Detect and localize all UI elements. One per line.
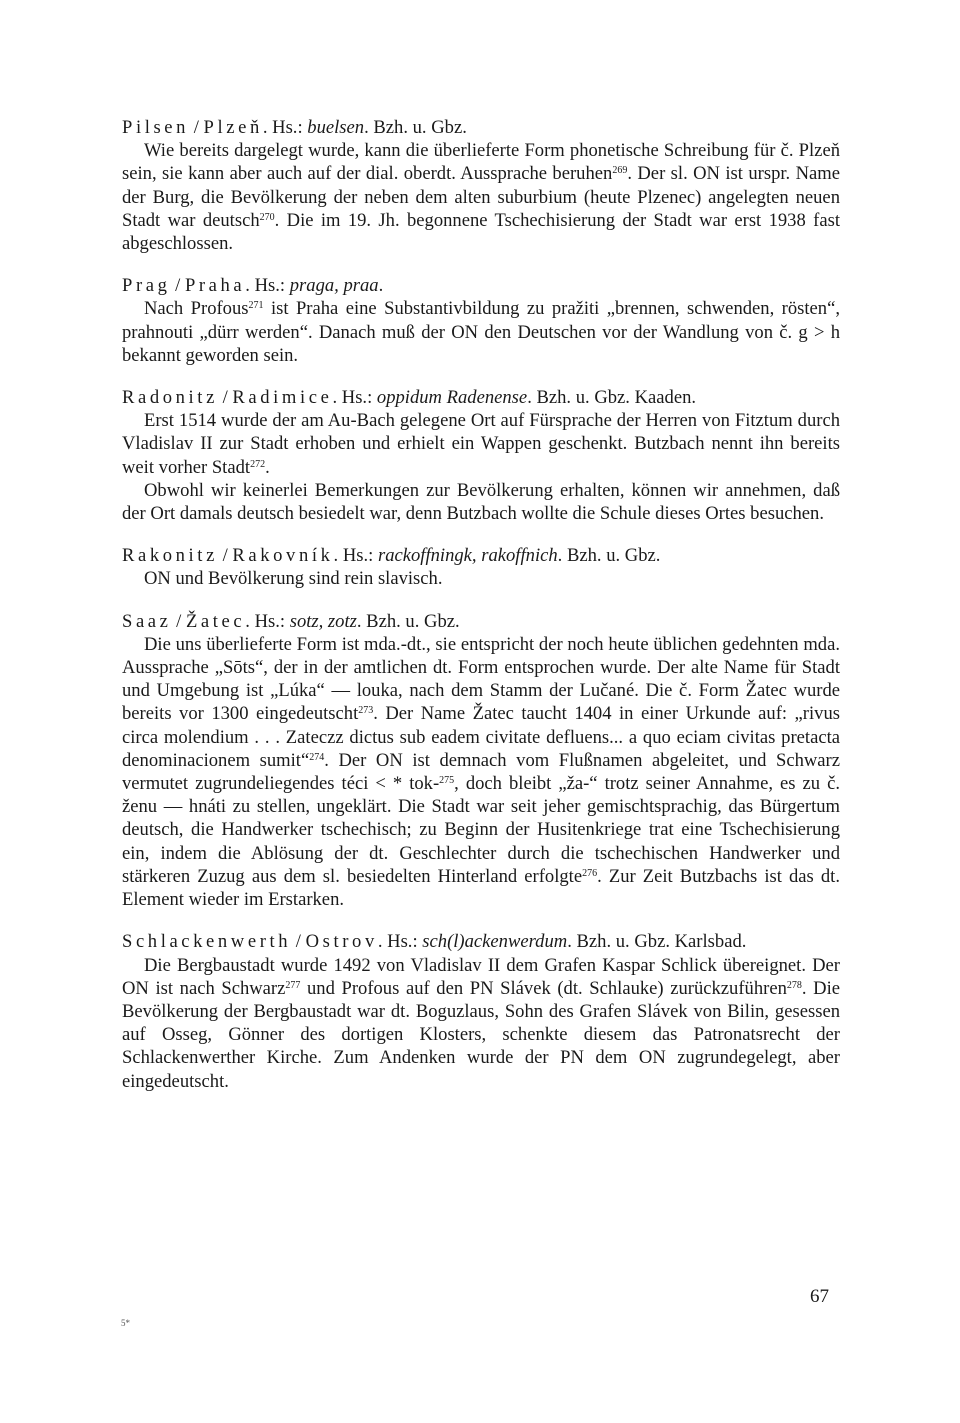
district-info: . Bzh. u. Gbz. bbox=[557, 545, 661, 567]
district-info: . Bzh. u. Gbz. bbox=[364, 117, 467, 138]
place-name: Rakonitz bbox=[122, 545, 218, 567]
text-run: , doch bleibt „ža-“ trotz seiner Annahme, es zu č. ženu — hnáti zu stellen, ungeklärt. Die Stadt war seit jeher gemischtsprachig, das Bürgertum deutsch, die Handwerker tschechisch; zu Beginn der Husitenkriege trat eine Tschechisierung ein, indem die Ablösung der dt. Geschlechter durch die tschechischen Handwerker und stärkeren Zuzug aus dem sl. besiedelten Hinterland erfolgte bbox=[122, 773, 840, 887]
text-run: . Der Name Žatec taucht 1404 in einer Urkunde auf: „rivus circa molendium . . . Zateczz dictus sub eadem civitate defluens... a quo eciam civitas pretacta denominacionem sumit“ bbox=[122, 703, 840, 771]
entry-radonitz bbox=[122, 386, 840, 525]
source-label: . Hs.: bbox=[245, 610, 290, 632]
name-separator: / bbox=[217, 545, 233, 567]
footnote-ref: 270 bbox=[259, 211, 275, 223]
place-name: Prag bbox=[122, 275, 171, 297]
text-run: Erst 1514 wurde der am Au-Bach gelegene Ort auf Fürsprache der Herren von Fitztum durch Vladislav II zur Stadt erhoben und erhielt ein Wappen geschenkt. Butzbach nennt ihn bereits weit vorher Stadt bbox=[122, 410, 840, 478]
text-run: . Der sl. ON ist urspr. Name der Burg, die Bevölkerung der neben dem alten suburbium (heute Plzenec) angelegten neuen Stadt war deutsch bbox=[122, 163, 840, 231]
entry-heading bbox=[122, 610, 840, 633]
entry-heading bbox=[122, 116, 840, 139]
text-run: Die uns überlieferte Form ist mda.-dt., sie entspricht der noch heute üblichen gedehnten mda. Aussprache „Sōts“, der in der amtlichen dt. Form entsprochen wurde. Der alte Name für Stadt und Umgebung ist „Lúka“ — louka, nach dem Stamm der Lučané. Die č. Form Žatec wurde bereits vor 1300 eingedeutscht bbox=[122, 633, 840, 725]
footnote-ref: 274 bbox=[309, 751, 325, 763]
footnote-ref: 276 bbox=[582, 867, 598, 879]
entry-saaz bbox=[122, 610, 840, 912]
footnote-ref: 275 bbox=[439, 775, 455, 787]
text-run: . Zur Zeit Butzbachs ist das dt. Element wieder im Erstarken. bbox=[122, 865, 840, 911]
source-label: . Hs.: bbox=[245, 275, 290, 297]
footnote-ref: 273 bbox=[358, 705, 374, 717]
footnote-ref: 277 bbox=[285, 979, 301, 991]
text-run: und Profous auf den PN Slávek (dt. Schlauke) zurückzuführen bbox=[300, 977, 787, 999]
name-separator: / bbox=[189, 117, 204, 138]
text-run: . Die im 19. Jh. begonnene Tschechisierung der Stadt war erst 1938 fast abgeschlossen. bbox=[122, 209, 840, 255]
page-number: 67 bbox=[810, 1286, 829, 1307]
source-label: . Hs.: bbox=[262, 117, 308, 138]
name-separator: / bbox=[171, 610, 186, 632]
entry-schlackenwerth bbox=[122, 930, 840, 1092]
text-run: . bbox=[265, 456, 270, 478]
text-run: . Die Bevölkerung der Bergbaustadt war dt. Boguzlaus, Sohn des Grafen Slávek von Bilin, gesessen auf Osseg, Gönner des dortigen Klosters, schenkte diesem das Patronatsrecht der Schlackenwerther Kirche. Zum Andenken wurde der PN dem ON zugrundegelegt, aber eingedeutscht. bbox=[122, 977, 840, 1092]
name-separator: / bbox=[291, 931, 306, 953]
text-run: ON und Bevölkerung sind rein slavisch. bbox=[144, 568, 443, 590]
entry-prag bbox=[122, 274, 840, 367]
entry-paragraph bbox=[122, 297, 840, 367]
footnote-ref: 278 bbox=[786, 979, 802, 991]
entry-heading bbox=[122, 386, 840, 409]
entry-heading bbox=[122, 274, 840, 297]
source-form: sch(l)ackenwerdum bbox=[422, 931, 568, 953]
entry-paragraph bbox=[122, 633, 840, 911]
source-label: . Hs.: bbox=[377, 931, 423, 953]
district-info: . Bzh. u. Gbz. Karlsbad. bbox=[567, 931, 747, 953]
entry-paragraph bbox=[122, 954, 840, 1093]
place-name: Radonitz bbox=[122, 387, 218, 409]
name-separator: / bbox=[217, 387, 233, 409]
text-run: . Der ON ist demnach vom Flußnamen abgeleitet, und Schwarz vermutet zugrundeliegendes téci < * tok- bbox=[122, 749, 841, 795]
page-body bbox=[122, 116, 840, 1112]
district-info: . bbox=[378, 275, 384, 297]
text-run: ist Praha eine Substantivbildung zu pražiti „brennen, schwenden, rösten“, prahnouti „dürr werden“. Danach muß der ON den Deutschen vor der Wandlung von č. g > h bekannt geworden sein. bbox=[122, 298, 840, 366]
source-form: oppidum Radenense bbox=[376, 387, 528, 409]
czech-name: Ostrov bbox=[305, 931, 378, 953]
text-run: Obwohl wir keinerlei Bemerkungen zur Bevölkerung erhalten, können wir annehmen, daß der Ort damals deutsch besiedelt war, denn Butzbach wollte die Schule dieses Ortes besuchen. bbox=[122, 479, 840, 525]
czech-name: Praha bbox=[184, 275, 246, 297]
entry-paragraph bbox=[122, 409, 840, 479]
czech-name: Rakovník bbox=[232, 545, 334, 567]
place-name: Schlackenwerth bbox=[122, 931, 292, 953]
footnote-ref: 269 bbox=[612, 165, 628, 177]
footnote-ref: 271 bbox=[248, 300, 264, 312]
source-label: . Hs.: bbox=[333, 545, 378, 567]
czech-name: Žatec bbox=[185, 610, 246, 632]
entry-pilsen bbox=[122, 116, 840, 255]
source-form: rackoffningk, rakoffnich bbox=[377, 545, 558, 567]
entry-heading bbox=[122, 930, 840, 953]
text-run: Die Bergbaustadt wurde 1492 von Vladislav II dem Grafen Kaspar Schlick übereignet. Der ON ist nach Schwarz bbox=[122, 954, 840, 999]
footnote-ref: 272 bbox=[250, 458, 266, 470]
district-info: . Bzh. u. Gbz. bbox=[356, 610, 460, 632]
text-run: Wie bereits dargelegt wurde, kann die überlieferte Form phonetische Schreibung für č. Plzeň sein, sie kann aber auch auf der dial. oberdt. Aussprache beruhen bbox=[122, 140, 840, 185]
text-run: Nach Profous bbox=[144, 298, 249, 320]
district-info: . Bzh. u. Gbz. Kaaden. bbox=[527, 387, 697, 409]
entry-paragraph bbox=[122, 567, 840, 590]
entry-paragraph bbox=[122, 139, 840, 255]
entry-rakonitz bbox=[122, 544, 840, 590]
entry-heading bbox=[122, 544, 840, 567]
place-name: Pilsen bbox=[122, 117, 190, 138]
czech-name: Plzeň bbox=[203, 117, 263, 138]
entry-paragraph bbox=[122, 479, 840, 525]
source-form: buelsen bbox=[307, 117, 365, 138]
source-label: . Hs.: bbox=[332, 387, 377, 409]
place-name: Saaz bbox=[122, 610, 172, 632]
source-form: praga, praa bbox=[289, 275, 379, 297]
signature-mark: 5* bbox=[121, 1318, 130, 1328]
source-form: sotz, zotz bbox=[289, 610, 357, 632]
czech-name: Radimice bbox=[232, 387, 333, 409]
name-separator: / bbox=[170, 275, 185, 297]
